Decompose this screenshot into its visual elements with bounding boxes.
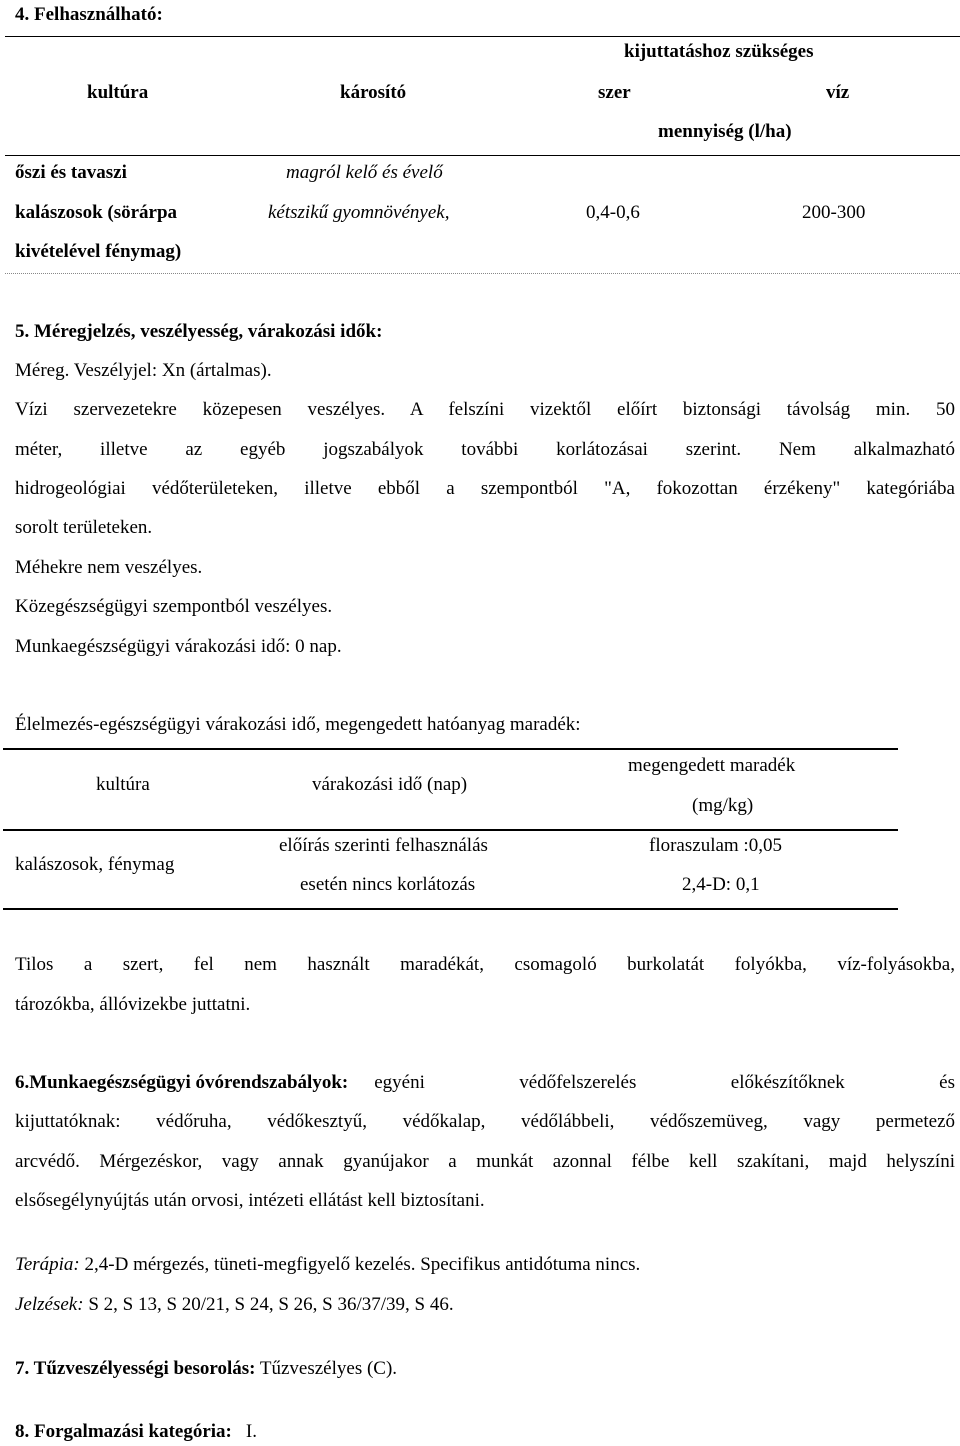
therapy-text: 2,4-D mérgezés, tüneti-megfigyelő kezelés. Specifikus antidótuma nincs.: [79, 1254, 641, 1275]
header-kultura: kultúra: [87, 82, 149, 103]
section6-line4: elsősegélynyújtás után orvosi, intézeti ellátást kell biztosítani.: [15, 1190, 485, 1211]
section8-line: [15, 1422, 257, 1441]
header-szer: szer: [598, 82, 631, 103]
residue-intro: Élelmezés-egészségügyi várakozási idő, megengedett hatóanyag maradék:: [15, 714, 581, 735]
residue-row-kultura: kalászosok, fénymag: [15, 854, 175, 875]
signals-line: [15, 1295, 454, 1314]
section7-label: 7. Tűzveszélyességi besorolás:: [15, 1358, 256, 1379]
section8-value: I.: [245, 1421, 257, 1442]
header-viz: víz: [826, 82, 850, 103]
residue-bottom-rule: [3, 908, 898, 910]
row-karosito-line2: kétszikű gyomnövények,: [268, 202, 450, 223]
row-kultura-line1: őszi és tavaszi: [15, 162, 127, 183]
section5-line3: méter, illetve az egyéb jogszabályok további korlátozásai szerint. Nem alkalmazható: [15, 439, 955, 460]
prohibition-line2: tározókba, állóvizekbe juttatni.: [15, 994, 251, 1015]
section6-line1-rest: egyéni védőfelszerelés előkészítőknek és: [374, 1072, 955, 1093]
residue-row-maradek-line2: 2,4-D: 0,1: [682, 874, 760, 895]
residue-header-varakozasi: várakozási idő (nap): [312, 774, 468, 795]
section5-line2: Vízi szervezetekre közepesen veszélyes. A felszíni vizektől előírt biztonsági távolság min. 50: [15, 399, 955, 420]
section5-line7: Közegészségügyi szempontból veszélyes.: [15, 596, 333, 617]
prohibition-line1: Tilos a szert, fel nem használt maradékát, csomagoló burkolatát folyókba, víz-folyásokba,: [15, 954, 955, 975]
table-header-rule: [5, 155, 960, 156]
header-kijuttatashoz: kijuttatáshoz szükséges: [624, 41, 814, 62]
residue-row-varakozasi-line2: esetén nincs korlátozás: [300, 874, 476, 895]
section7-line: [15, 1359, 397, 1378]
residue-header-maradek-line2: (mg/kg): [692, 795, 754, 816]
section5-line8: Munkaegészségügyi várakozási idő: 0 nap.: [15, 636, 342, 657]
section5-heading: 5. Méregjelzés, veszélyesség, várakozási idők:: [15, 321, 383, 342]
residue-row-varakozasi-line1: előírás szerinti felhasználás: [279, 835, 488, 856]
row-kultura-line2: kalászosok (sörárpa: [15, 202, 178, 223]
residue-top-rule: [3, 748, 898, 750]
therapy-line: [15, 1255, 640, 1274]
row-karosito-line1: magról kelő és évelő: [286, 162, 443, 183]
section6-number: 6.: [15, 1072, 30, 1093]
section6-title: Munkaegészségügyi óvórendszabályok:: [29, 1072, 349, 1093]
row-viz: 200-300: [802, 202, 866, 223]
table-top-rule: [5, 36, 960, 37]
section6-line2: kijuttatóknak: védőruha, védőkesztyű, védőkalap, védőlábbeli, védőszemüveg, vagy permetező: [15, 1111, 955, 1132]
section8-label: 8. Forgalmazási kategória:: [15, 1421, 232, 1442]
section5-line6: Méhekre nem veszélyes.: [15, 557, 203, 578]
residue-header-rule: [3, 829, 898, 831]
signals-label: Jelzések:: [15, 1294, 84, 1315]
signals-text: S 2, S 13, S 20/21, S 24, S 26, S 36/37/39, S 46.: [83, 1294, 454, 1315]
table-bottom-rule: [5, 273, 960, 274]
section6-line3: arcvédő. Mérgezéskor, vagy annak gyanújakor a munkát azonnal félbe kell szakítani, majd helyszíni: [15, 1151, 955, 1172]
row-szer: 0,4-0,6: [586, 202, 640, 223]
residue-header-maradek-line1: megengedett maradék: [628, 755, 796, 776]
header-mennyiseg: mennyiség (l/ha): [658, 121, 792, 142]
row-kultura-line3: kivételével fénymag): [15, 241, 182, 262]
residue-row-maradek-line1: floraszulam :0,05: [649, 835, 782, 856]
section7-value: Tűzveszélyes (C).: [255, 1358, 398, 1379]
therapy-label: Terápia:: [15, 1254, 80, 1275]
section6-line1: [15, 1073, 955, 1092]
section4-heading: 4. Felhasználható:: [15, 4, 163, 25]
section5-line4: hidrogeológiai védőterületeken, illetve ebből a szempontból "A, fokozottan érzékeny" kategóriába: [15, 478, 955, 499]
section5-line5: sorolt területeken.: [15, 517, 153, 538]
header-karosito: károsító: [340, 82, 407, 103]
residue-header-kultura: kultúra: [96, 774, 150, 795]
section5-line1: Méreg. Veszélyjel: Xn (ártalmas).: [15, 360, 272, 381]
